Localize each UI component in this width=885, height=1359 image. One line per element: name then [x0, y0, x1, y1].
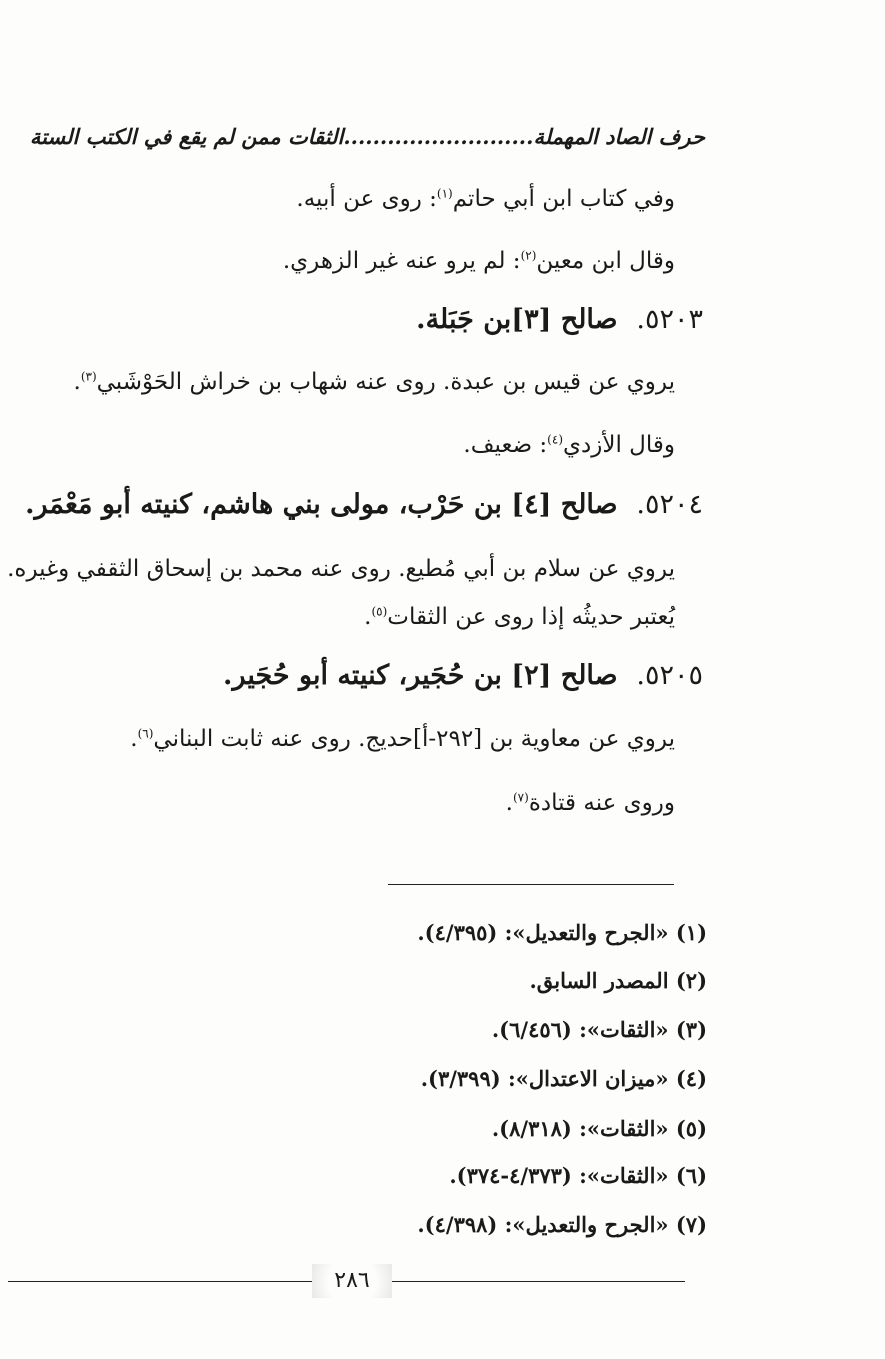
header-dots: .......................... [343, 124, 534, 149]
text-line: وقال الأزدي$^{(٤)}$: ضعيف. [463, 432, 675, 458]
entry-title: صالح [٤] بن حَرْب، مولى بني هاشم، كنيته أبو مَعْمَر. [25, 489, 618, 520]
entry-heading [416, 304, 703, 335]
footnote-separator [388, 884, 674, 885]
footnote: (٤) «ميزان الاعتدال»: (٣/٣٩٩). [420, 1066, 707, 1091]
footer-rule-left [8, 1281, 314, 1282]
footer-rule-right [390, 1281, 685, 1282]
footnote: (٢) المصدر السابق. [529, 968, 707, 993]
text-line: يروي عن معاوية بن [٢٩٢-أ]حديج. روى عنه ثابت البناني$^{(٦)}$. [130, 726, 675, 752]
running-header [30, 124, 705, 149]
text-line: يروي عن سلام بن أبي مُطيع. روى عنه محمد بن إسحاق الثقفي وغيره. [7, 556, 675, 582]
footnote-ref: (١) [436, 186, 453, 201]
entry-number: ٥٢٠٤. [636, 489, 703, 520]
entry-heading [25, 489, 703, 520]
footnote-ref: (٧) [512, 790, 529, 805]
footnote-ref: (٤) [547, 432, 563, 447]
entry-number: ٥٢٠٥. [636, 660, 703, 691]
footnote: (١) «الجرح والتعديل»: (٤/٣٩٥). [417, 920, 707, 945]
entry-title: صالح [٣]بن جَبَلة. [416, 304, 618, 335]
footnote: (٥) «الثقات»: (٨/٣١٨). [491, 1116, 707, 1141]
footnote: (٦) «الثقات»: (٤/٣٧٣-٣٧٤). [449, 1163, 707, 1188]
text-line: وروى عنه قتادة$^{(٧)}$. [505, 790, 675, 816]
header-chapter: حرف الصاد المهملة [533, 124, 705, 149]
text-line: يروي عن قيس بن عبدة. روى عنه شهاب بن خراش الحَوْشَبي$^{(٣)}$. [73, 369, 675, 395]
footnote: (٧) «الجرح والتعديل»: (٤/٣٩٨). [417, 1212, 707, 1237]
text-line: وفي كتاب ابن أبي حاتم$^{(١)}$: روى عن أبيه. [296, 186, 675, 212]
page-number: ٢٨٦ [312, 1264, 392, 1298]
footnote-ref: (٥) [371, 604, 388, 619]
header-book-title: الثقات ممن لم يقع في الكتب الستة [29, 124, 344, 149]
text-line: وقال ابن معين$^{(٢)}$: لم يرو عنه غير الزهري. [282, 248, 675, 274]
entry-number: ٥٢٠٣. [636, 304, 703, 335]
entry-title: صالح [٢] بن حُجَير، كنيته أبو حُجَير. [223, 660, 618, 691]
footnote-ref: (٣) [80, 369, 97, 384]
text-line: يُعتبر حديثُه إذا روى عن الثقات$^{(٥)}$. [364, 604, 675, 630]
entry-heading [223, 660, 703, 691]
footnote-ref: (٦) [137, 726, 154, 741]
footnote: (٣) «الثقات»: (٦/٤٥٦). [491, 1017, 707, 1042]
footnote-ref: (٢) [520, 248, 537, 263]
